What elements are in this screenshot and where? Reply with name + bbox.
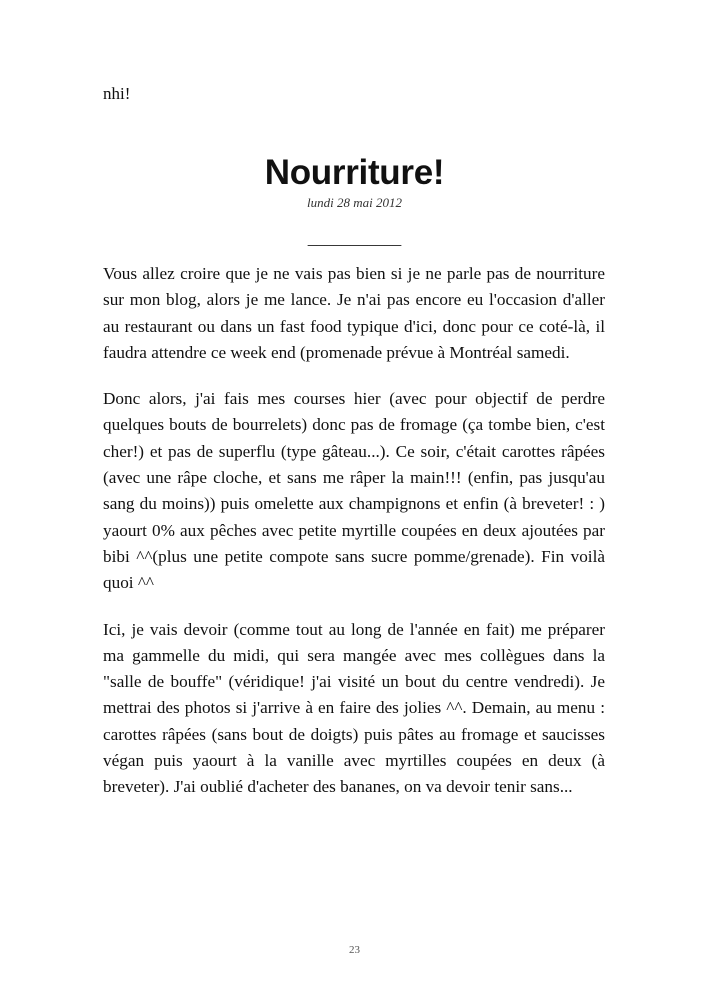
post-date: lundi 28 mai 2012: [307, 195, 402, 210]
post-title: Nourriture!: [264, 153, 445, 192]
paragraph-1: Vous allez croire que je ne vais pas bien si je ne parle pas de nourriture sur mon blog, alors je me lance. Je n'ai pas encore eu l'occasion d'aller au restaurant ou dans un fast food typique d'ici, donc pour ce coté-là, il faudra attendre ce week end (promenade prévue à Montréal samedi.: [103, 264, 605, 362]
previous-post-tail: nhi!: [103, 84, 131, 103]
paragraph-2: Donc alors, j'ai fais mes courses hier (avec pour objectif de perdre quelques bouts de bourrelets) donc pas de fromage (ça tombe bien, c'est cher!) et pas de superflu (type gâteau...). Ce soir, c'était carottes râpées (avec une râpe cloche, et sans me râper la main!!! (enfin, pas jusqu'au sang du moins)) puis omelette aux champignons et enfin (à breveter! : ) yaourt 0% aux pêches avec petite myrtille coupées en deux ajoutées par bibi ^^(plus une petite compote sans sucre pomme/grenade). Fin voilà quoi ^^: [103, 389, 605, 593]
title-separator: ___________: [307, 229, 402, 248]
page-number: 23: [349, 944, 360, 956]
post-body: [103, 261, 605, 821]
paragraph-3: Ici, je vais devoir (comme tout au long de l'année en fait) me préparer ma gammelle du midi, qui sera mangée avec mes collègues dans la "salle de bouffe" (véridique! j'ai visité un bout du centre vendredi). Je mettrai des photos si j'arrive à en faire des jolies ^^. Demain, au menu : carottes râpées (sans bout de doigts) puis pâtes au fromage et saucisses végan puis yaourt à la vanille avec myrtilles coupées en deux (à breveter). J'ai oublié d'acheter des bananes, on va devoir tenir sans...: [103, 619, 605, 797]
